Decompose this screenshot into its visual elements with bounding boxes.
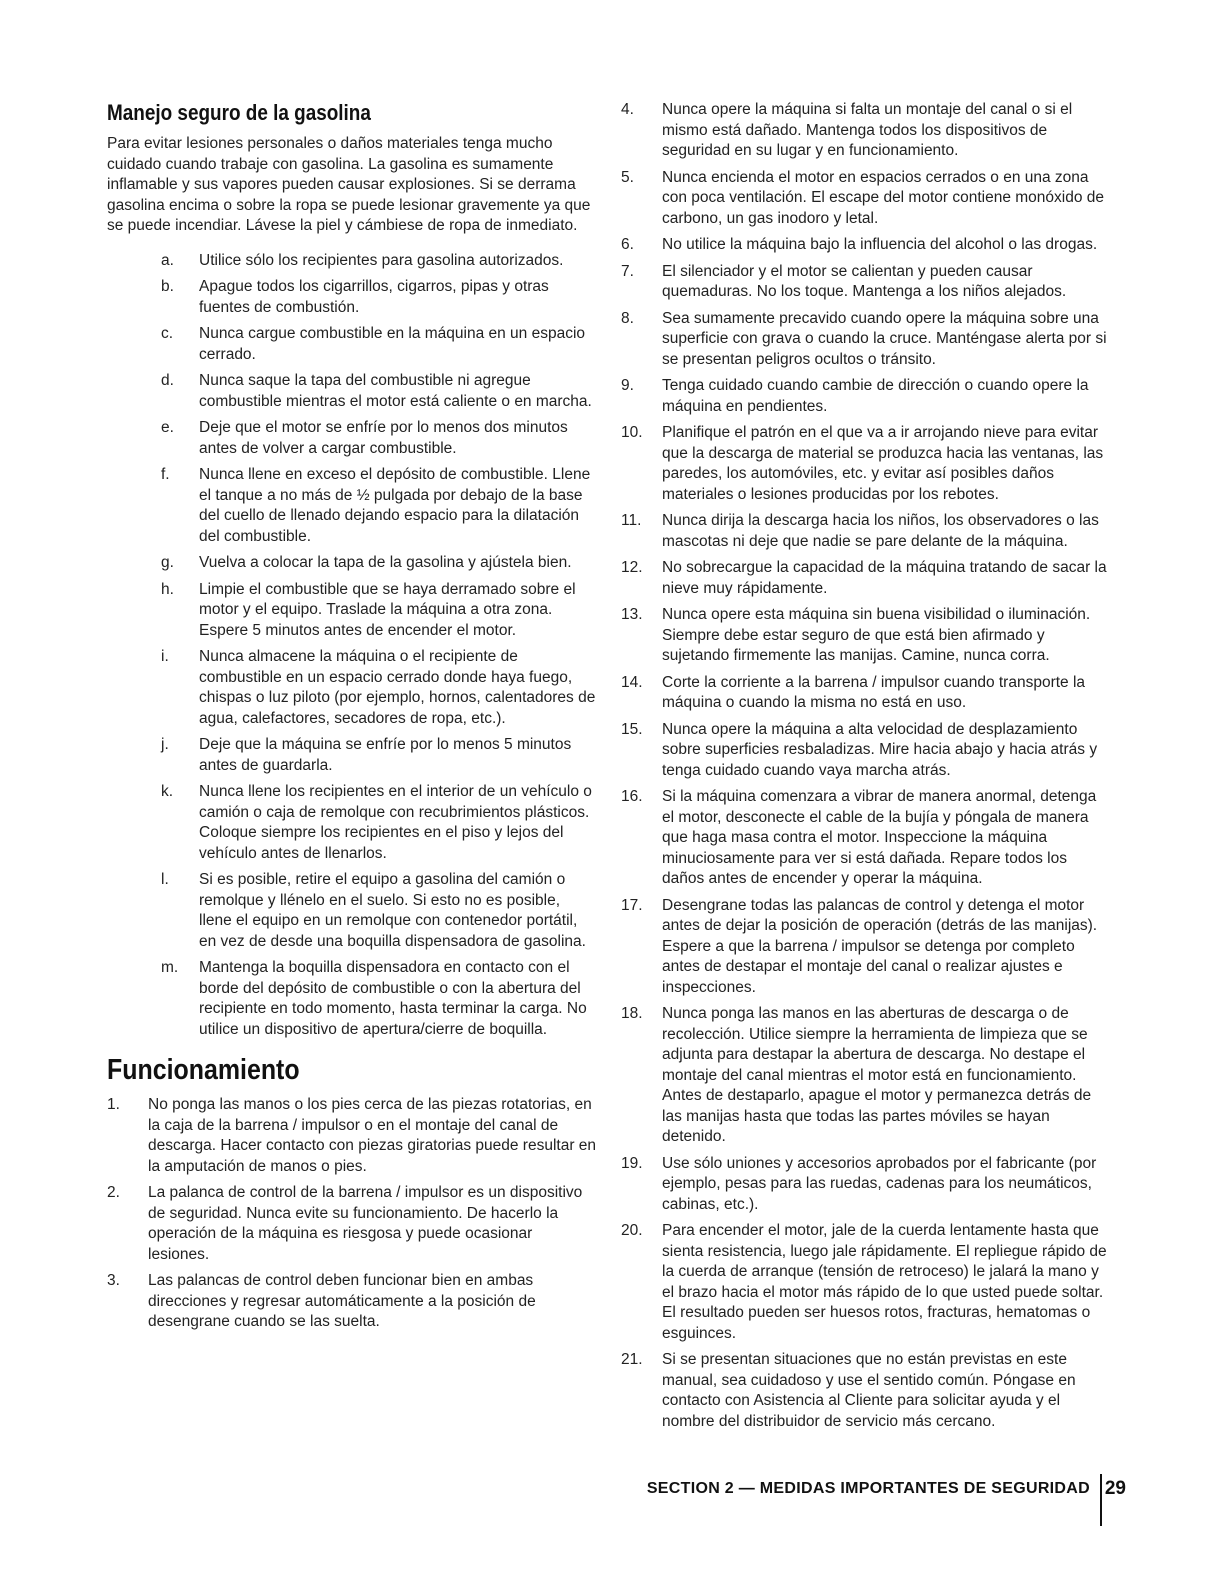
list-item xyxy=(621,235,1109,256)
list-item xyxy=(621,1221,1109,1344)
list-item xyxy=(161,870,597,952)
list-marker: 1. xyxy=(107,1096,120,1113)
list-marker: g. xyxy=(161,554,174,571)
list-item xyxy=(161,324,597,365)
footer-section-title: SECTION 2 — MEDIDAS IMPORTANTES DE SEGURIDAD xyxy=(646,1480,1090,1497)
list-item xyxy=(621,787,1109,890)
list-marker: i. xyxy=(161,648,169,665)
list-marker: 11. xyxy=(621,512,642,529)
list-marker: 6. xyxy=(621,236,634,253)
list-text: Corte la corriente a la barrena / impulsor cuando transporte la máquina o cuando la misma no está en uso. xyxy=(662,673,1086,711)
list-marker: d. xyxy=(161,372,174,389)
list-item xyxy=(161,735,597,776)
list-marker: 15. xyxy=(621,720,643,738)
list-text: Limpie el combustible que se haya derramado sobre el motor y el equipo. Traslade la máquina a otra zona. Espere 5 minutos antes de encender el motor. xyxy=(199,580,576,639)
list-item xyxy=(161,465,597,547)
list-item xyxy=(621,262,1109,303)
list-item xyxy=(161,647,597,729)
list-item xyxy=(621,423,1109,505)
list-marker: 7. xyxy=(621,262,634,280)
list-item xyxy=(621,558,1109,599)
list-item xyxy=(621,720,1109,782)
list-item xyxy=(107,1095,597,1177)
list-marker: f. xyxy=(161,466,170,483)
list-text: Si la máquina comenzara a vibrar de manera anormal, detenga el motor, desconecte el cable de la bujía y póngala de manera que haga masa contra el motor. Inspeccione la máquina minuciosamente para ver si está dañada. Repare todos los daños antes de encender y operar la máquina. xyxy=(662,788,1097,887)
list-marker: 3. xyxy=(107,1272,120,1289)
list-item xyxy=(161,782,597,864)
list-marker: 20. xyxy=(621,1222,643,1239)
list-item xyxy=(621,673,1109,714)
page-number: 29 xyxy=(1104,1478,1126,1499)
list-marker: h. xyxy=(161,580,174,598)
list-text: Si se presentan situaciones que no están previstas en este manual, sea cuidadoso y use el sentido común. Póngase en contacto con Asistencia al Cliente para solicitar ayuda y el nombre del distribuidor de servicio más cercano. xyxy=(662,1351,1076,1430)
list-text: No sobrecargue la capacidad de la máquina tratando de sacar la nieve muy rápidamente. xyxy=(662,559,1107,597)
list-item xyxy=(621,100,1109,162)
gasoline-list xyxy=(107,251,597,1041)
list-marker: b. xyxy=(161,278,174,295)
list-item xyxy=(621,511,1109,552)
list-marker: k. xyxy=(161,783,174,800)
operation-list-left xyxy=(107,1095,597,1333)
list-item xyxy=(161,251,597,272)
list-item xyxy=(161,580,597,642)
list-marker: 5. xyxy=(621,168,634,186)
list-text: Nunca encienda el motor en espacios cerrados o en una zona con poca ventilación. El escape del motor contiene monóxido de carbono, un gas inodoro y letal. xyxy=(662,168,1105,227)
list-marker: 12. xyxy=(621,559,643,576)
list-item xyxy=(107,1183,597,1265)
list-marker: j. xyxy=(161,736,169,753)
list-text: Nunca almacene la máquina o el recipiente de combustible en un espacio cerrado donde haya fuego, chispas o luz piloto (por ejemplo, hornos, calentadores de agua, calefactores, secadores de ropa, etc.). xyxy=(199,648,596,727)
page-footer xyxy=(640,1478,1160,1518)
list-item xyxy=(161,418,597,459)
gasoline-heading: Manejo seguro de la gasolina xyxy=(107,100,371,125)
list-item xyxy=(161,553,597,574)
list-text: No utilice la máquina bajo la influencia del alcohol o las drogas. xyxy=(662,236,1098,253)
list-item xyxy=(621,1004,1109,1148)
operation-heading: Funcionamiento xyxy=(107,1054,300,1086)
list-item xyxy=(161,371,597,412)
list-text: Nunca saque la tapa del combustible ni agregue combustible mientras el motor está caliente o en marcha. xyxy=(199,372,592,410)
list-marker: 18. xyxy=(621,1005,643,1022)
list-marker: 9. xyxy=(621,377,634,394)
list-text: Use sólo uniones y accesorios aprobados por el fabricante (por ejemplo, pesas para las ruedas, cadenas para los neumáticos, cabinas, etc.). xyxy=(662,1154,1097,1213)
list-text: Nunca ponga las manos en las aberturas de descarga o de recolección. Utilice siempre la herramienta de limpieza que se adjunta para destapar la abertura de descarga. No destape el montaje del canal mientras el motor está en funcionamiento. Antes de destaparlo, apague el motor y permanezca detrás de las manijas hasta que todas las partes móviles se hayan detenido. xyxy=(662,1005,1092,1145)
list-marker: 10. xyxy=(621,424,643,441)
list-text: Nunca llene en exceso el depósito de combustible. Llene el tanque a no más de ½ pulgada por debajo de la base del cuello de llenado dejando espacio para la dilatación del combustible. xyxy=(199,466,591,545)
list-marker: 17. xyxy=(621,896,643,914)
list-marker: 19. xyxy=(621,1154,643,1172)
list-text: Desengrane todas las palancas de control y detenga el motor antes de dejar la posición de operación (detrás de las manijas). Espere a que la barrena / impulsor se detenga por completo antes de destapar el montaje del canal o realizar ajustes e inspecciones. xyxy=(662,896,1098,996)
list-marker: 13. xyxy=(621,606,643,623)
list-text: Planifique el patrón en el que va a ir arrojando nieve para evitar que la descarga de material se produzca hacia las ventanas, las paredes, los automóviles, etc. y evitar así posibles daños materiales o lesiones producidas por los rebotes. xyxy=(662,424,1104,503)
list-marker: 14. xyxy=(621,673,643,691)
list-item xyxy=(161,277,597,318)
list-text: Nunca dirija la descarga hacia los niños, los observadores o las mascotas ni deje que nadie se pare delante de la máquina. xyxy=(662,512,1099,550)
gasoline-intro: Para evitar lesiones personales o daños materiales tenga mucho cuidado cuando trabaje con gasolina. La gasolina es sumamente inflamable y sus vapores pueden causar explosiones. Si se derrama gasolina encima o sobre la ropa se puede lesionar gravemente ya que se puede incendiar. Lávese la piel y cámbiese de ropa de inmediato. xyxy=(107,135,591,234)
list-item xyxy=(621,376,1109,417)
list-text: Nunca opere esta máquina sin buena visibilidad o iluminación. Siempre debe estar seguro de que está bien afirmado y sujetando firmemente las manijas. Camine, nunca corra. xyxy=(662,606,1091,664)
list-text: Deje que la máquina se enfríe por lo menos 5 minutos antes de guardarla. xyxy=(199,736,572,774)
list-text: El silenciador y el motor se calientan y pueden causar quemaduras. No los toque. Mantenga a los niños alejados. xyxy=(662,262,1067,300)
list-marker: m. xyxy=(161,959,179,976)
list-text: Las palancas de control deben funcionar bien en ambas direcciones y regresar automáticamente a la posición de desengrane cuando se las suelta. xyxy=(148,1272,536,1330)
list-text: Tenga cuidado cuando cambie de dirección o cuando opere la máquina en pendientes. xyxy=(662,377,1089,415)
list-text: Si es posible, retire el equipo a gasolina del camión o remolque y llénelo en el suelo. Si esto no es posible, llene el equipo en un remolque con contenedor portátil, en vez de desde una boquilla dispensadora de gasolina. xyxy=(199,871,586,950)
list-marker: 2. xyxy=(107,1184,120,1201)
list-item xyxy=(621,309,1109,371)
footer-divider xyxy=(1100,1474,1102,1526)
list-item xyxy=(161,958,597,1040)
list-item xyxy=(621,1154,1109,1216)
operation-list-right xyxy=(621,100,1109,1432)
list-item xyxy=(621,605,1109,667)
list-text: Nunca cargue combustible en la máquina en un espacio cerrado. xyxy=(199,325,586,363)
list-item xyxy=(107,1271,597,1333)
list-marker: 8. xyxy=(621,309,634,327)
list-item xyxy=(621,1350,1109,1432)
list-text: La palanca de control de la barrena / impulsor es un dispositivo de seguridad. Nunca evite su funcionamiento. De hacerlo la operación de la máquina es riesgosa y puede ocasionar lesiones. xyxy=(148,1184,583,1263)
list-text: Nunca opere la máquina a alta velocidad de desplazamiento sobre superficies resbaladizas. Mire hacia abajo y hacia atrás y tenga cuidado cuando vaya marcha atrás. xyxy=(662,720,1098,779)
list-text: Nunca opere la máquina si falta un montaje del canal o si el mismo está dañado. Mantenga todos los dispositivos de seguridad en su lugar y en funcionamiento. xyxy=(662,101,1073,159)
list-text: Vuelva a colocar la tapa de la gasolina y ajústela bien. xyxy=(199,554,572,571)
list-text: Sea sumamente precavido cuando opere la máquina sobre una superficie con grava o cuando la cruce. Manténgase alerta por si se presentan peligros ocultos o tránsito. xyxy=(662,309,1107,368)
list-marker: 16. xyxy=(621,788,643,805)
list-text: Apague todos los cigarrillos, cigarros, pipas y otras fuentes de combustión. xyxy=(199,278,549,316)
list-text: Deje que el motor se enfríe por lo menos dos minutos antes de volver a cargar combustible. xyxy=(199,419,568,457)
list-marker: c. xyxy=(161,325,174,342)
left-column xyxy=(107,100,597,1339)
list-marker: e. xyxy=(161,419,174,436)
list-item xyxy=(621,896,1109,999)
list-text: Nunca llene los recipientes en el interior de un vehículo o camión o caja de remolque con recubrimientos plásticos. Coloque siempre los recipientes en el piso y lejos del vehículo antes de llenarlos. xyxy=(199,783,592,862)
list-marker: l. xyxy=(161,871,169,888)
list-text: Para encender el motor, jale de la cuerda lentamente hasta que sienta resistencia, luego jale rápidamente. El repliegue rápido de la cuerda de arranque (tensión de retroceso) le jalará la mano y el brazo hacia el motor más rápido de lo que usted puede soltar. El resultado pueden ser huesos rotos, fracturas, hematomas o esguinces. xyxy=(662,1222,1107,1342)
right-column xyxy=(621,100,1109,1438)
list-text: Utilice sólo los recipientes para gasolina autorizados. xyxy=(199,251,564,269)
list-marker: a. xyxy=(161,251,174,269)
list-text: No ponga las manos o los pies cerca de las piezas rotatorias, en la caja de la barrena / impulsor o en el montaje del canal de descarga. Hacer contacto con piezas giratorias puede resultar en la amputación de manos o pies. xyxy=(148,1096,597,1175)
list-marker: 21. xyxy=(621,1351,643,1368)
list-item xyxy=(621,168,1109,230)
list-marker: 4. xyxy=(621,101,634,118)
list-text: Mantenga la boquilla dispensadora en contacto con el borde del depósito de combustible o con la abertura del recipiente en todo momento, hasta terminar la carga. No utilice un dispositivo de apertura/cierre de boquilla. xyxy=(199,959,587,1038)
